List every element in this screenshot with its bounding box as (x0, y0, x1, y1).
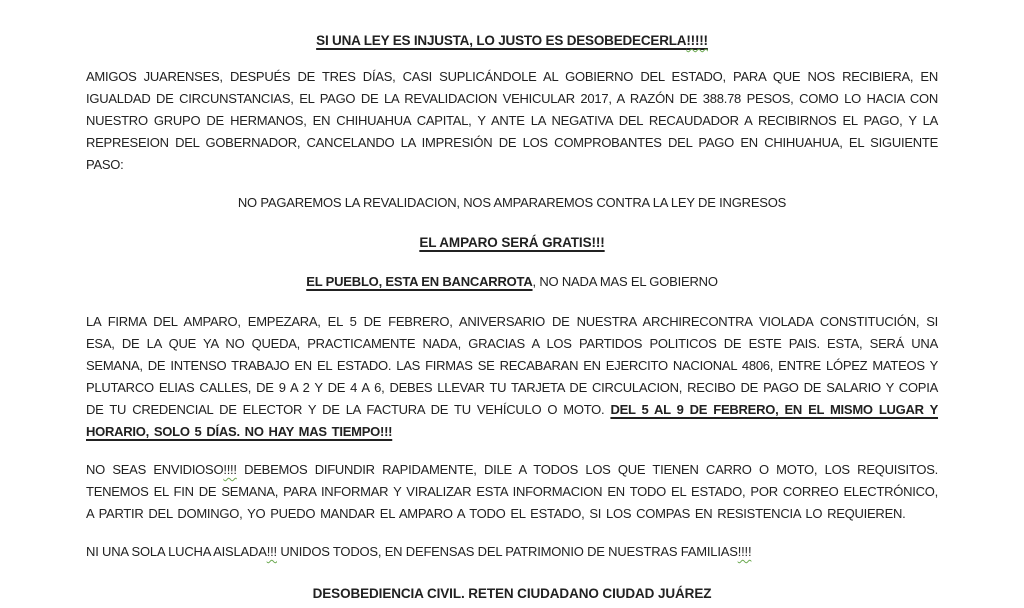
line-pueblo-rest: , NO NADA MAS EL GOBIERNO (532, 274, 718, 289)
paragraph-firma (86, 311, 938, 443)
document-title (86, 30, 938, 52)
heading-amparo-text: EL AMPARO SERÁ GRATIS!!! (419, 235, 605, 250)
line-no-pagaremos: NO PAGAREMOS LA REVALIDACION, NOS AMPARAREMOS CONTRA LA LEY DE INGRESOS (237, 195, 787, 210)
line-lucha-part2: UNIDOS TODOS, EN DEFENSAS DEL PATRIMONIO DE NUESTRAS FAMILIAS (276, 544, 738, 559)
line-pueblo-bold: EL PUEBLO, ESTA EN BANCARROTA (306, 274, 533, 289)
line-pueblo (86, 271, 938, 293)
paragraph-difundir-exclamations: !!!! (223, 462, 237, 477)
line-lucha (86, 541, 938, 563)
paragraph-difundir-rest: DEBEMOS DIFUNDIR RAPIDAMENTE, DILE A TODOS LOS QUE TIENEN CARRO O MOTO, LOS REQUISITOS. TENEMOS EL FIN DE SEMANA, PARA INFORMAR Y VIRALIZAR ESTA INFORMACION EN TODO EL ESTADO, POR CORREO ELECTRÓNICO, A PARTIR DEL DOMINGO, YO PUEDO MANDAR EL AMPARO A TODO EL ESTADO, SI LOS COMPAS EN RESISTENCIA LO REQUIEREN. (86, 462, 938, 521)
line-lucha-part1: NI UNA SOLA LUCHA AISLADA (86, 544, 267, 559)
footer-slogan: DESOBEDIENCIA CIVIL. RETEN CIUDADANO CIUDAD JUÁREZ (312, 586, 712, 601)
line-lucha-exclamations2: !!!! (737, 544, 752, 559)
paragraph-juarenses: AMIGOS JUARENSES, DESPUÉS DE TRES DÍAS, CASI SUPLICÁNDOLE AL GOBIERNO DEL ESTADO, PARA QUE NOS RECIBIERA, EN IGUALDAD DE CIRCUNSTANCIAS, EL PAGO DE LA REVALIDACION VEHICULAR 2017, A RAZÓN DE 388.78 PESOS, COMO LO HACIA CON NUESTRO GRUPO DE HERMANOS, EN CHIHUAHUA CAPITAL, Y ANTE LA NEGATIVA DEL RECAUDADOR A RECIBIRNOS EL PAGO, Y LA REPRESEION DEL GOBERNADOR, CANCELANDO LA IMPRESIÓN DE LOS COMPROBANTES DEL PAGO EN CHIHUAHUA, EL SIGUIENTE PASO: (86, 69, 938, 172)
line-lucha-exclamations1: !!! (266, 544, 277, 559)
heading-amparo (86, 232, 938, 254)
paragraph-difundir (86, 459, 938, 525)
paragraph-firma-normal: LA FIRMA DEL AMPARO, EMPEZARA, EL 5 DE FEBRERO, ANIVERSARIO DE NUESTRA ARCHIRECONTRA VIOLADA CONSTITUCIÓN, SI ESA, DE LA QUE YA NO QUEDA, PRACTICAMENTE NADA, GRACIAS A LOS PARTIDOS POLITICOS DE ESTE PAIS. ESTA, SERÁ UNA SEMANA, DE INTENSO TRABAJO EN EL ESTADO. LAS FIRMAS SE RECABARAN EN EJERCITO NACIONAL 4806, ENTRE LÓPEZ MATEOS Y PLUTARCO ELIAS CALLES, DE 9 A 2 Y DE 4 A 6, DEBES LLEVAR TU TARJETA DE CIRCULACION, RECIBO DE PAGO DE SALARIO Y COPIA DE TU CREDENCIAL DE ELECTOR Y DE LA FACTURA DE TU VEHÍCULO O MOTO. (86, 314, 938, 417)
paragraph-firma-bold-underline: DEL 5 AL 9 DE FEBRERO, EN EL MISMO LUGAR Y HORARIO, SOLO 5 DÍAS. NO HAY MAS TIEMPO!!! (86, 402, 939, 439)
document-title-exclamations: !!!!! (686, 33, 708, 48)
document-title-text: SI UNA LEY ES INJUSTA, LO JUSTO ES DESOBEDECERLA (316, 33, 687, 48)
document-title-underlined-text (316, 33, 708, 48)
paragraph-difundir-lead: NO SEAS ENVIDIOSO (86, 462, 224, 477)
